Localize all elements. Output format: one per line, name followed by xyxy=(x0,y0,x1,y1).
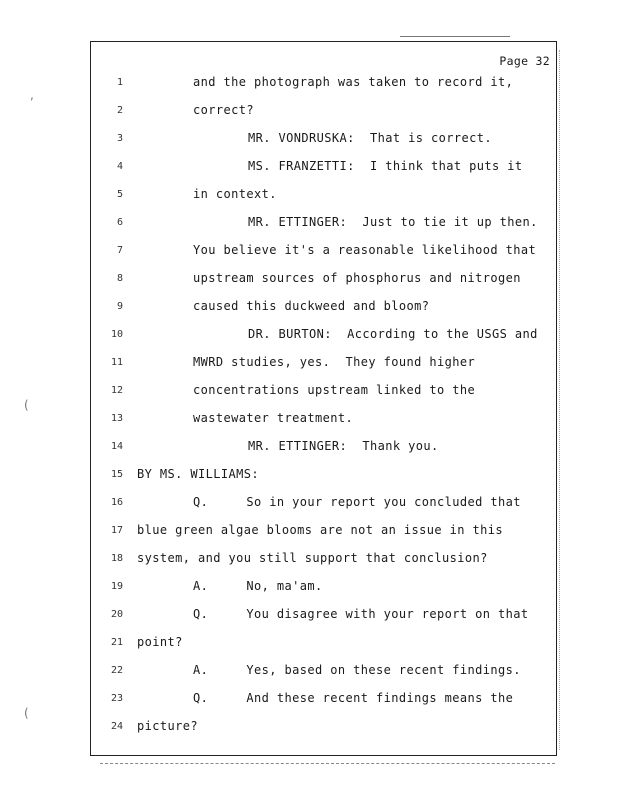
line-text: A. Yes, based on these recent findings. xyxy=(193,663,521,677)
transcript-line xyxy=(91,407,556,435)
line-text: correct? xyxy=(193,103,254,117)
line-number: 1 xyxy=(116,77,123,88)
line-number: 21 xyxy=(110,637,123,648)
line-text: concentrations upstream linked to the xyxy=(193,383,476,397)
line-number: 2 xyxy=(116,105,123,116)
line-text: MWRD studies, yes. They found higher xyxy=(193,355,476,369)
transcript-line xyxy=(91,659,556,687)
transcript-line xyxy=(91,435,556,463)
line-text: system, and you still support that conclusion? xyxy=(137,551,488,565)
line-number: 9 xyxy=(116,301,123,312)
transcript-line xyxy=(91,295,556,323)
line-text: in context. xyxy=(193,187,277,201)
transcript-line xyxy=(91,351,556,379)
line-number: 12 xyxy=(110,385,123,396)
line-text: wastewater treatment. xyxy=(193,411,354,425)
transcript-line xyxy=(91,715,556,743)
line-text: blue green algae blooms are not an issue in this xyxy=(137,523,503,537)
line-number: 23 xyxy=(110,693,123,704)
line-number: 14 xyxy=(110,441,123,452)
scan-mark: , xyxy=(30,88,34,102)
transcript-line xyxy=(91,519,556,547)
transcript-page xyxy=(90,41,557,756)
scan-mark: ( xyxy=(24,398,29,412)
line-number: 11 xyxy=(110,357,123,368)
line-text: You believe it's a reasonable likelihood that xyxy=(193,243,537,257)
line-number: 10 xyxy=(110,329,123,340)
scan-artifact-bottom xyxy=(100,763,555,765)
line-number: 5 xyxy=(116,189,123,200)
line-number: 13 xyxy=(110,413,123,424)
line-number: 19 xyxy=(110,581,123,592)
line-number: 20 xyxy=(110,609,123,620)
transcript-line xyxy=(91,155,556,183)
line-text: DR. BURTON: According to the USGS and xyxy=(248,327,538,341)
transcript-line xyxy=(91,575,556,603)
transcript-line xyxy=(91,603,556,631)
transcript-line xyxy=(91,99,556,127)
line-number: 8 xyxy=(116,273,123,284)
line-text: MR. VONDRUSKA: That is correct. xyxy=(248,131,492,145)
line-number: 24 xyxy=(110,721,123,732)
transcript-line xyxy=(91,379,556,407)
transcript-line xyxy=(91,631,556,659)
line-text: MS. FRANZETTI: I think that puts it xyxy=(248,159,523,173)
line-text: caused this duckweed and bloom? xyxy=(193,299,430,313)
transcript-line xyxy=(91,267,556,295)
transcript-line xyxy=(91,491,556,519)
line-text: Q. So in your report you concluded that xyxy=(193,495,521,509)
line-number: 22 xyxy=(110,665,123,676)
line-number: 3 xyxy=(116,133,123,144)
line-text: BY MS. WILLIAMS: xyxy=(137,467,259,481)
line-number: 17 xyxy=(110,525,123,536)
line-number: 15 xyxy=(110,469,123,480)
transcript-line xyxy=(91,211,556,239)
transcript-line xyxy=(91,547,556,575)
transcript-line xyxy=(91,239,556,267)
line-number: 7 xyxy=(116,245,123,256)
line-number: 16 xyxy=(110,497,123,508)
line-number: 6 xyxy=(116,217,123,228)
line-text: Q. You disagree with your report on that xyxy=(193,607,529,621)
line-text: and the photograph was taken to record it, xyxy=(193,75,514,89)
page-number: Page 32 xyxy=(499,54,550,68)
line-text: point? xyxy=(137,635,183,649)
transcript-line xyxy=(91,323,556,351)
scan-mark: ( xyxy=(24,706,29,720)
scan-artifact-top xyxy=(400,36,510,37)
transcript-line xyxy=(91,183,556,211)
transcript-line xyxy=(91,71,556,99)
transcript-lines xyxy=(91,71,556,743)
line-text: A. No, ma'am. xyxy=(193,579,323,593)
transcript-line xyxy=(91,687,556,715)
line-number: 18 xyxy=(110,553,123,564)
line-text: upstream sources of phosphorus and nitrogen xyxy=(193,271,521,285)
transcript-line xyxy=(91,127,556,155)
scan-artifact-right-edge xyxy=(559,50,561,750)
line-text: MR. ETTINGER: Just to tie it up then. xyxy=(248,215,538,229)
line-text: picture? xyxy=(137,719,198,733)
line-text: Q. And these recent findings means the xyxy=(193,691,514,705)
line-text: MR. ETTINGER: Thank you. xyxy=(248,439,439,453)
line-number: 4 xyxy=(116,161,123,172)
transcript-line xyxy=(91,463,556,491)
